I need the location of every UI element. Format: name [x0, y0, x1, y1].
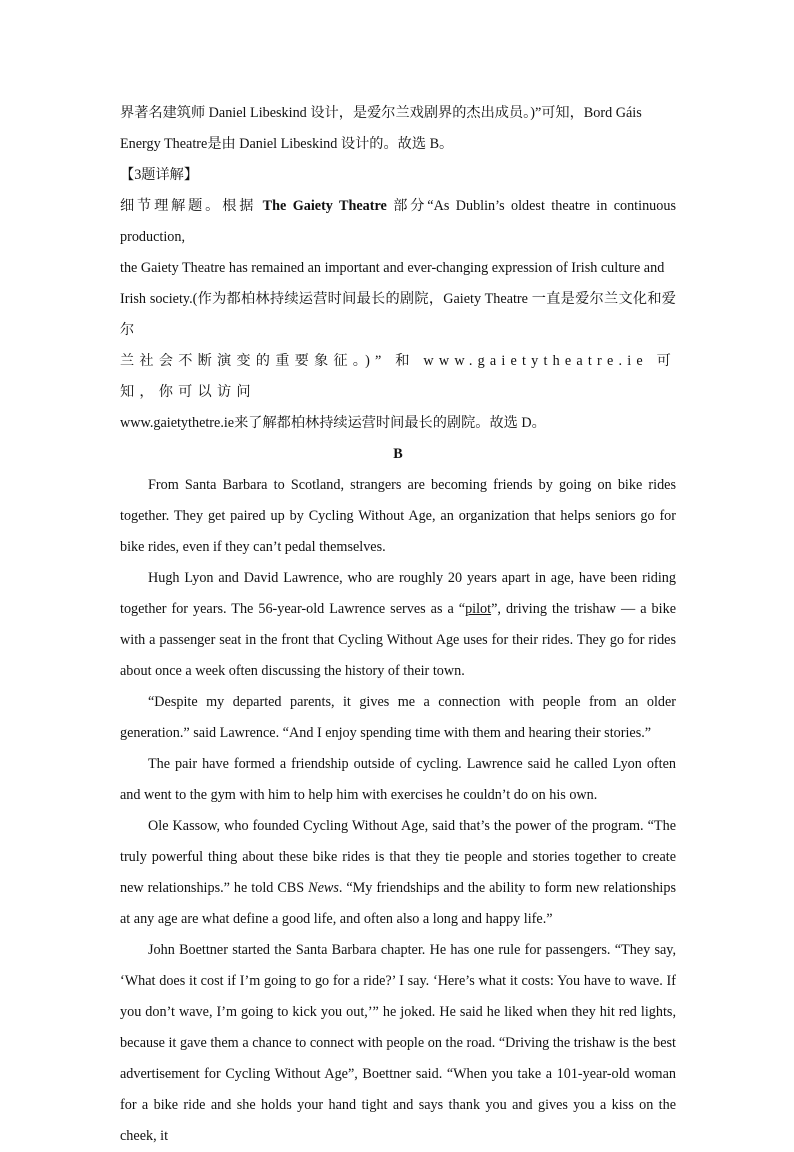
paragraph-6: John Boettner started the Santa Barbara chapter. He has one rule for passengers. “They say, ‘What does it cost if I’m going to go for a ride?’ I say. ‘Here’s what it costs: You have to wave. If you don’t wave, I’m going to kick you out,’” he joked. He said he liked when they hit red lights, because it gave them a chance to connect with people on the road. “Driving the trishaw is the best advertisement for Cycling Without Age”, Boettner said. “When you take a 101-year-old woman for a bike ride and she holds your hand tight and says thank you and gives you a kiss on the cheek, it: [120, 942, 676, 1144]
q3-heading: 【3题详解】: [120, 167, 199, 183]
section-b-title: B: [393, 446, 403, 462]
paragraph-2-a: Hugh Lyon and David Lawrence, who are roughly 20 years apart in age, have been riding together for years. The 56-year-old Lawrence serves as a “: [120, 570, 676, 617]
paragraph-3: “Despite my departed parents, it gives me a connection with people from an older generation.” said Lawrence. “And I enjoy spending time with them and hearing their stories.”: [120, 694, 676, 741]
q3-explanation: [120, 191, 676, 253]
paragraph-2: [120, 563, 676, 687]
q3-line-5: www.gaietythetre.ie来了解都柏林持续运营时间最长的剧院。故选 D。: [120, 415, 546, 431]
paragraph-4: The pair have formed a friendship outside of cycling. Lawrence said he called Lyon often and went to the gym with him to help him with exercises he couldn’t do on his own.: [120, 756, 676, 803]
paragraph-5: [120, 811, 676, 935]
answer-a-line-1: 界著名建筑师 Daniel Libeskind 设计，是爱尔兰戏剧界的杰出成员。)”可知，Bord Gáis: [120, 105, 642, 121]
paragraph-1: From Santa Barbara to Scotland, strangers are becoming friends by going on bike rides together. They get paired up by Cycling Without Age, an organization that helps seniors go for bike rides, even if they can’t pedal themselves.: [120, 477, 676, 555]
paragraph-2-b: ”, driving the trishaw — a bike with a passenger seat in the front that Cycling Without Age uses for their rides. They go for rides about once a week often discussing the history of their town.: [120, 601, 676, 679]
paragraph-5-b: . “My friendships and the ability to form new relationships at any age are what define a good life, and often also a long and happy life.”: [120, 880, 676, 927]
document-page: [120, 98, 676, 1152]
q3-line-3: Irish society.(作为都柏林持续运营时间最长的剧院，Gaiety Theatre 一直是爱尔兰文化和爱尔: [120, 291, 676, 338]
q3-line-2: the Gaiety Theatre has remained an important and ever-changing expression of Irish culture and: [120, 260, 665, 276]
q3-line-1-b: 部分“As Dublin’s oldest theatre in continuous production,: [120, 198, 676, 245]
q3-line-4: 兰社会不断演变的重要象征。)” 和 www.gaietytheatre.ie 可知，你可以访问: [120, 353, 676, 400]
paragraph-5-a: Ole Kassow, who founded Cycling Without Age, said that’s the power of the program. “The truly powerful thing about these bike rides is that they tie people and stories together to create new relationships.” he told CBS: [120, 818, 676, 896]
answer-a-line-2: Energy Theatre是由 Daniel Libeskind 设计的。故选 B。: [120, 136, 454, 152]
news-italic: News: [308, 880, 339, 896]
q3-line-1-a: 细节理解题。根据: [120, 198, 263, 214]
pilot-underlined: pilot: [465, 601, 492, 617]
q3-line-1-bold: The Gaiety Theatre: [262, 198, 387, 214]
